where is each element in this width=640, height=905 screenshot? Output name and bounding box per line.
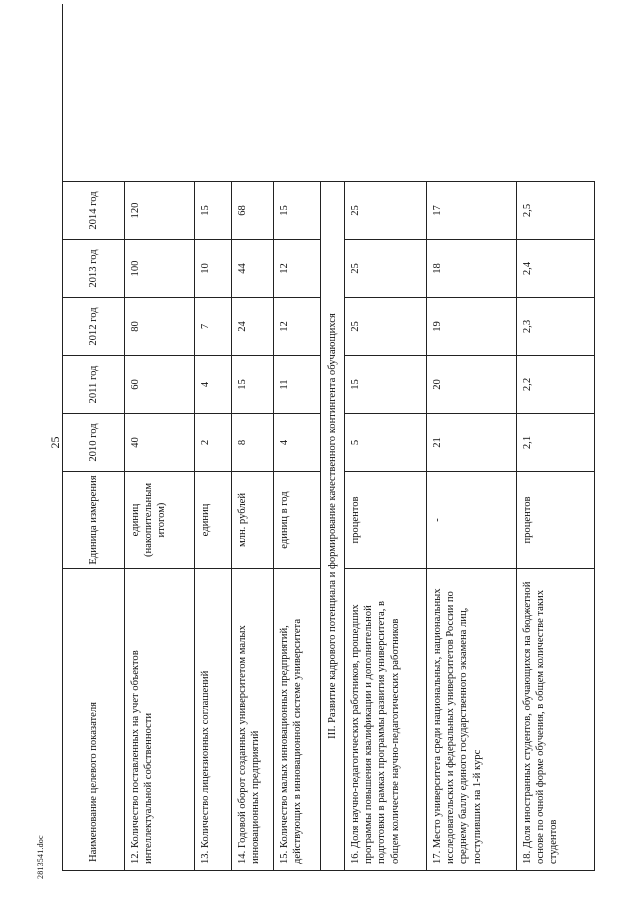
row-14-name: 14. Годовой оборот созданных университетом малых инновационных предприятий <box>232 568 274 870</box>
row-15-value-2014: 15 <box>274 181 321 239</box>
row-16-unit: процентов <box>345 471 427 568</box>
row-15-value-2011: 11 <box>274 355 321 413</box>
row-14-unit: млн. рублей <box>232 471 274 568</box>
row-13-value-2012: 7 <box>195 297 232 355</box>
row-16-value-2014: 25 <box>345 181 427 239</box>
row-15-unit: единиц в год <box>274 471 321 568</box>
document-filename: 2813541.doc <box>36 835 45 879</box>
row-12-name: 12. Количество поставленных на учет объектов интеллектуальной собственности <box>125 568 195 870</box>
row-13-name: 13. Количество лицензионных соглашений <box>195 568 232 870</box>
row-14-value-2014: 68 <box>232 181 274 239</box>
target-indicators-table <box>62 4 595 871</box>
row-17-value-2012: 19 <box>427 297 517 355</box>
row-17-unit: - <box>427 471 517 568</box>
row-16-value-2011: 15 <box>345 355 427 413</box>
row-17-value-2010: 21 <box>427 413 517 471</box>
row-13-value-2013: 10 <box>195 239 232 297</box>
row-18-unit: процентов <box>517 471 595 568</box>
row-16-value-2013: 25 <box>345 239 427 297</box>
row-17-value-2011: 20 <box>427 355 517 413</box>
row-12-unit: единиц (накопительным итогом) <box>125 471 195 568</box>
header-indicator-name: Наименование целевого показателя <box>63 568 125 870</box>
row-18-value-2011: 2,2 <box>517 355 595 413</box>
header-unit: Единица измерения <box>63 471 125 568</box>
header-year-2010: 2010 год <box>63 413 125 471</box>
row-18-name: 18. Доля иностранных студентов, обучающихся на бюджетной основе по очной форме обучения, в общем количестве таких студентов <box>517 568 595 870</box>
header-year-2012: 2012 год <box>63 297 125 355</box>
row-15-value-2013: 12 <box>274 239 321 297</box>
rotated-document-page <box>30 0 640 885</box>
row-14-value-2013: 44 <box>232 239 274 297</box>
row-12-value-2010: 40 <box>125 413 195 471</box>
row-14-value-2011: 15 <box>232 355 274 413</box>
row-18-value-2014: 2,5 <box>517 181 595 239</box>
row-17-name: 17. Место университета среди национальных, национальных исследовательских и федеральных университетов России по среднему баллу единого государственного экзамена лиц, поступивших на 1-й курс <box>427 568 517 870</box>
row-12-value-2013: 100 <box>125 239 195 297</box>
row-17-value-2014: 17 <box>427 181 517 239</box>
row-12-value-2014: 120 <box>125 181 195 239</box>
row-15-value-2012: 12 <box>274 297 321 355</box>
row-14-value-2010: 8 <box>232 413 274 471</box>
header-year-2011: 2011 год <box>63 355 125 413</box>
row-14-value-2012: 24 <box>232 297 274 355</box>
row-15-name: 15. Количество малых инновационных предприятий, действующих в инновационной системе университета <box>274 568 321 870</box>
section-iii-title: III. Развитие кадрового потенциала и формирование качественного контингента обучающихся <box>321 181 345 870</box>
header-year-2014: 2014 год <box>63 181 125 239</box>
row-13-unit: единиц <box>195 471 232 568</box>
row-16-name: 16. Доля научно-педагогических работников, прошедших программы повышения квалификации и дополнительной подготовки в рамках программы развития университета, в общем количестве научно-педагогических работников <box>345 568 427 870</box>
header-year-2013: 2013 год <box>63 239 125 297</box>
row-16-value-2010: 5 <box>345 413 427 471</box>
row-18-value-2012: 2,3 <box>517 297 595 355</box>
row-18-value-2010: 2,1 <box>517 413 595 471</box>
row-13-value-2014: 15 <box>195 181 232 239</box>
row-13-value-2010: 2 <box>195 413 232 471</box>
row-12-value-2011: 60 <box>125 355 195 413</box>
row-13-value-2011: 4 <box>195 355 232 413</box>
row-18-value-2013: 2,4 <box>517 239 595 297</box>
page-number: 25 <box>48 436 62 449</box>
row-15-value-2010: 4 <box>274 413 321 471</box>
row-12-value-2012: 80 <box>125 297 195 355</box>
row-16-value-2012: 25 <box>345 297 427 355</box>
row-17-value-2013: 18 <box>427 239 517 297</box>
